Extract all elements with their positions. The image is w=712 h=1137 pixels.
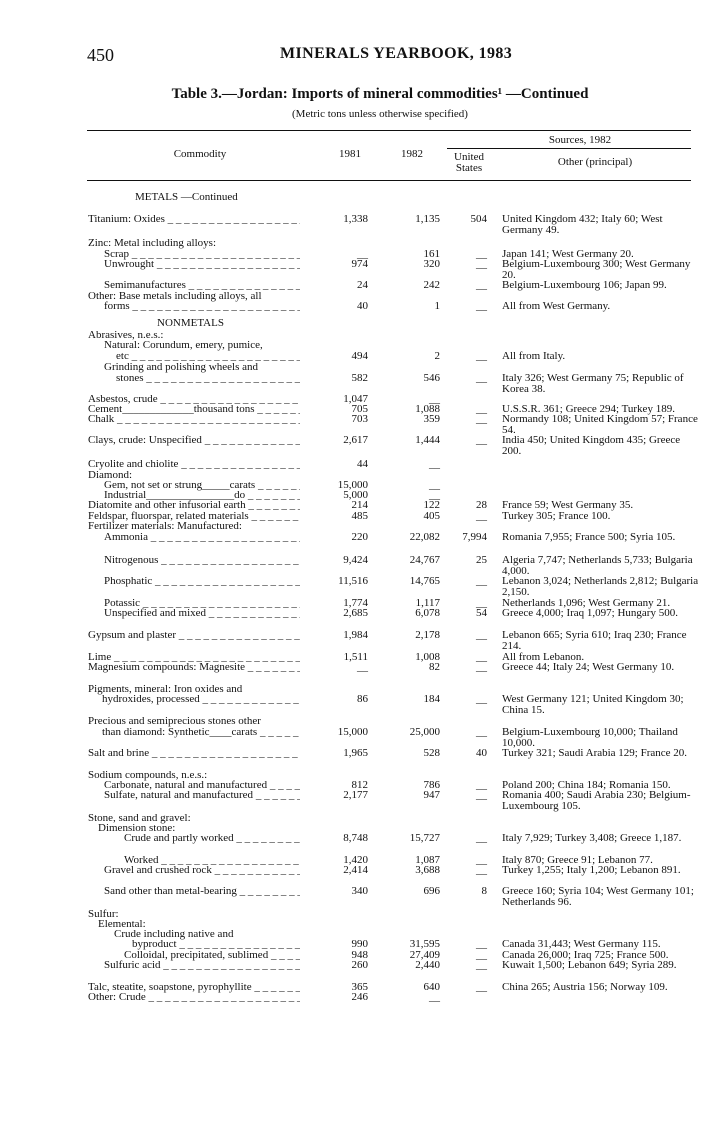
value-1982: 320: [423, 258, 440, 270]
commodity-label: Natural: Corundum, emery, pumice,: [104, 340, 263, 351]
commodity-label: Worked _ _ _: [124, 855, 300, 866]
value-1981: 24: [357, 279, 368, 291]
value-other-principal: Algeria 7,747; Netherlands 5,733; Bulgaria 4,000.: [502, 554, 693, 577]
value-1982: 22,082: [409, 531, 440, 543]
value-1981: 582: [351, 372, 368, 384]
value-other-principal: Normandy 108; United Kingdom 57; France 54.: [502, 413, 698, 436]
value-1982: 24,767: [409, 554, 440, 566]
section-metals: METALS —Continued: [135, 191, 238, 203]
sources-rule: [447, 148, 691, 149]
table-subtitle: (Metric tons unless otherwise specified): [292, 108, 468, 120]
value-other-principal: Lebanon 3,024; Netherlands 2,812; Bulgaria 2,150.: [502, 575, 699, 598]
commodity-label: Cement_____________thousand tons _ _ _: [88, 404, 300, 415]
commodity-label: forms _ _ _: [104, 301, 300, 312]
value-1982: 184: [423, 693, 440, 705]
value-united-states: __: [476, 629, 487, 641]
value-1982: 27,409: [409, 949, 440, 961]
page-number: 450: [87, 45, 114, 65]
value-1981: 86: [357, 693, 368, 705]
value-1982: 1,444: [415, 434, 440, 446]
commodity-label: Precious and semiprecious stones other: [88, 716, 261, 727]
value-united-states: __: [476, 300, 487, 312]
value-united-states: 28: [476, 499, 487, 511]
commodity-label: than diamond: Synthetic____carats _ _ _: [102, 727, 300, 738]
value-other-principal: Netherlands 1,096; West Germany 21.: [502, 597, 671, 609]
value-united-states: __: [476, 279, 487, 291]
value-united-states: __: [476, 575, 487, 587]
value-1981: 990: [351, 938, 368, 950]
commodity-label: Nitrogenous _ _ _: [104, 555, 300, 566]
col-header-other: Other (principal): [557, 156, 633, 168]
value-1982: 405: [423, 510, 440, 522]
value-1981: 974: [351, 258, 368, 270]
value-1982: 122: [423, 499, 440, 511]
value-1982: 2,440: [415, 959, 440, 971]
value-1981: 44: [357, 458, 368, 470]
value-1982: 161: [423, 248, 440, 260]
commodity-label: Dimension stone:: [98, 823, 176, 834]
value-other-principal: Romania 400; Saudi Arabia 230; Belgium-Luxembourg 105.: [502, 789, 691, 812]
commodity-label: Sulfate, natural and manufactured _ _ _: [104, 790, 300, 801]
value-other-principal: Belgium-Luxembourg 10,000; Thailand 10,000.: [502, 726, 678, 749]
commodity-label: Stone, sand and gravel:: [88, 813, 191, 824]
value-1982: 82: [429, 661, 440, 673]
value-1981: 5,000: [343, 489, 368, 501]
value-other-principal: France 59; West Germany 35.: [502, 499, 634, 511]
commodity-label: Asbestos, crude _ _ _: [88, 394, 300, 405]
value-1981: 2,177: [343, 789, 368, 801]
value-1981: 2,414: [343, 864, 368, 876]
commodity-label: byproduct _ _ _: [132, 939, 300, 950]
value-united-states: 7,994: [462, 531, 487, 543]
value-united-states: 504: [470, 213, 487, 225]
value-other-principal: Turkey 305; France 100.: [502, 510, 611, 522]
value-1981: 365: [351, 981, 368, 993]
commodity-label: Grinding and polishing wheels and: [104, 362, 258, 373]
value-1981: 1,047: [343, 393, 368, 405]
value-united-states: __: [476, 510, 487, 522]
table-title: Table 3.—Jordan: Imports of mineral commodities¹ —Continued: [171, 86, 589, 102]
value-1981: 1,420: [343, 854, 368, 866]
value-other-principal: China 265; Austria 156; Norway 109.: [502, 981, 668, 993]
value-1981: 2,685: [343, 607, 368, 619]
value-1982: __: [429, 479, 440, 491]
col-header-sources: Sources, 1982: [548, 134, 612, 146]
commodity-label: Potassic _ _ _: [104, 598, 300, 609]
value-other-principal: Turkey 1,255; Italy 1,200; Lebanon 891.: [502, 864, 681, 876]
page-header: [0, 45, 712, 67]
value-other-principal: All from West Germany.: [502, 300, 611, 312]
value-united-states: __: [476, 726, 487, 738]
commodity-label: Pigments, mineral: Iron oxides and: [88, 684, 243, 695]
value-1981: 485: [351, 510, 368, 522]
value-other-principal: Lebanon 665; Syria 610; Iraq 230; France 214.: [502, 629, 687, 652]
value-1981: 494: [351, 350, 368, 362]
commodity-label: Gypsum and plaster _ _ _: [88, 630, 300, 641]
value-1981: 2,617: [343, 434, 368, 446]
value-united-states: __: [476, 864, 487, 876]
value-1982: 546: [423, 372, 440, 384]
value-1981: 15,000: [337, 479, 368, 491]
commodity-label: Unspecified and mixed _ _ _: [104, 608, 300, 619]
commodity-label: Fertilizer materials: Manufactured:: [88, 521, 242, 532]
value-united-states: __: [476, 258, 487, 270]
value-other-principal: All from Lebanon.: [502, 651, 585, 663]
col-header-united-states: United States: [454, 151, 484, 174]
value-other-principal: Belgium-Luxembourg 106; Japan 99.: [502, 279, 667, 291]
commodity-label: Chalk _ _ _: [88, 414, 300, 425]
value-united-states: __: [476, 661, 487, 673]
value-united-states: __: [476, 693, 487, 705]
value-united-states: __: [476, 403, 487, 415]
running-head: MINERALS YEARBOOK, 1983: [280, 45, 513, 62]
value-1981: 1,984: [343, 629, 368, 641]
value-other-principal: United Kingdom 432; Italy 60; West Germany 49.: [502, 213, 663, 236]
commodity-label: Colloidal, precipitated, sublimed _ _ _: [124, 950, 300, 961]
value-1982: 25,000: [409, 726, 440, 738]
value-1981: __: [357, 661, 368, 673]
col-header-1982: 1982: [401, 148, 423, 160]
value-united-states: __: [476, 854, 487, 866]
commodity-label: Titanium: Oxides _ _ _: [88, 214, 300, 225]
commodity-label: Industrial________________do _ _ _: [104, 490, 300, 501]
value-united-states: __: [476, 350, 487, 362]
commodity-label: Unwrought _ _ _: [104, 259, 300, 270]
value-1981: 9,424: [343, 554, 368, 566]
value-united-states: __: [476, 949, 487, 961]
value-1981: __: [357, 248, 368, 260]
commodity-label: stones _ _ _: [116, 373, 300, 384]
value-united-states: __: [476, 248, 487, 260]
value-1982: 1,088: [415, 403, 440, 415]
value-united-states: __: [476, 789, 487, 801]
value-other-principal: West Germany 121; United Kingdom 30; China 15.: [502, 693, 684, 716]
value-1982: __: [429, 393, 440, 405]
commodity-label: Abrasives, n.e.s.:: [88, 330, 164, 341]
value-1981: 1,338: [343, 213, 368, 225]
commodity-label: Ammonia _ _ _: [104, 532, 300, 543]
value-1981: 812: [351, 779, 368, 791]
value-1982: 31,595: [409, 938, 440, 950]
value-1982: 15,727: [409, 832, 440, 844]
value-1982: 1,117: [415, 597, 440, 609]
commodity-label: Diamond:: [88, 470, 132, 481]
commodity-label: Clays, crude: Unspecified _ _ _: [88, 435, 300, 446]
value-other-principal: Italy 7,929; Turkey 3,408; Greece 1,187.: [502, 832, 682, 844]
commodity-label: Carbonate, natural and manufactured _ _ _: [104, 780, 300, 791]
value-other-principal: Italy 326; West Germany 75; Republic of Korea 38.: [502, 372, 684, 395]
value-united-states: 8: [481, 885, 487, 897]
value-1982: 2: [434, 350, 440, 362]
commodity-label: Other: Crude _ _ _: [88, 992, 300, 1003]
value-1981: 8,748: [343, 832, 368, 844]
value-1982: 528: [423, 747, 440, 759]
header-top-rule: [87, 130, 691, 131]
commodity-label: Feldspar, fluorspar, related materials _ _ _: [88, 511, 300, 522]
value-united-states: 54: [476, 607, 487, 619]
commodity-label: Zinc: Metal including alloys:: [88, 238, 217, 249]
value-1982: 14,765: [409, 575, 440, 587]
value-1982: 696: [423, 885, 440, 897]
value-1981: 703: [351, 413, 368, 425]
value-1982: 3,688: [415, 864, 440, 876]
value-united-states: 40: [476, 747, 487, 759]
value-other-principal: Poland 200; China 184; Romania 150.: [502, 779, 671, 791]
section-nonmetals: NONMETALS: [157, 317, 224, 329]
value-1981: 948: [351, 949, 368, 961]
commodity-label: Scrap _ _ _: [104, 249, 300, 260]
value-1981: 1,774: [343, 597, 368, 609]
value-other-principal: Greece 4,000; Iraq 1,097; Hungary 500.: [502, 607, 678, 619]
commodity-label: Sodium compounds, n.e.s.:: [88, 770, 208, 781]
commodity-label: Crude and partly worked _ _ _: [124, 833, 300, 844]
value-other-principal: India 450; United Kingdom 435; Greece 200.: [502, 434, 681, 457]
value-united-states: __: [476, 981, 487, 993]
value-other-principal: Greece 160; Syria 104; West Germany 101; Netherlands 96.: [502, 885, 694, 908]
value-1982: 640: [423, 981, 440, 993]
value-united-states: 25: [476, 554, 487, 566]
value-1982: 1,008: [415, 651, 440, 663]
commodity-label: Sand other than metal-bearing _ _ _: [104, 886, 300, 897]
value-1982: 242: [423, 279, 440, 291]
commodity-label: Diatomite and other infusorial earth _ _ _: [88, 500, 300, 511]
commodity-label: Gravel and crushed rock _ _ _: [104, 865, 300, 876]
value-other-principal: Greece 44; Italy 24; West Germany 10.: [502, 661, 675, 673]
value-united-states: __: [476, 832, 487, 844]
value-other-principal: U.S.S.R. 361; Greece 294; Turkey 189.: [502, 403, 675, 415]
commodity-label: Crude including native and: [114, 929, 234, 940]
value-1982: __: [429, 489, 440, 501]
value-1982: 1: [434, 300, 440, 312]
value-other-principal: Belgium-Luxembourg 300; West Germany 20.: [502, 258, 691, 281]
header-bottom-rule: [87, 180, 691, 181]
value-other-principal: Kuwait 1,500; Lebanon 649; Syria 289.: [502, 959, 677, 971]
value-1982: 6,078: [415, 607, 440, 619]
commodity-label: Magnesium compounds: Magnesite _ _ _: [88, 662, 300, 673]
commodity-label: Sulfuric acid _ _ _: [104, 960, 300, 971]
value-1981: 220: [351, 531, 368, 543]
commodity-label: etc _ _ _: [116, 351, 300, 362]
commodity-label: Salt and brine _ _ _: [88, 748, 300, 759]
commodity-label: Semimanufactures _ _ _: [104, 280, 300, 291]
col-header-commodity: Commodity: [173, 148, 227, 160]
value-united-states: __: [476, 651, 487, 663]
value-other-principal: Canada 31,443; West Germany 115.: [502, 938, 661, 950]
commodity-label: Elemental:: [98, 919, 146, 930]
commodity-label: Other: Base metals including alloys, all: [88, 291, 262, 302]
value-other-principal: Canada 26,000; Iraq 725; France 500.: [502, 949, 669, 961]
col-header-1981: 1981: [339, 148, 361, 160]
value-other-principal: All from Italy.: [502, 350, 566, 362]
value-united-states: __: [476, 938, 487, 950]
value-1982: __: [429, 991, 440, 1003]
value-united-states: __: [476, 597, 487, 609]
value-1982: __: [429, 458, 440, 470]
value-other-principal: Japan 141; West Germany 20.: [502, 248, 634, 260]
value-1982: 786: [423, 779, 440, 791]
value-1981: 40: [357, 300, 368, 312]
value-1981: 705: [351, 403, 368, 415]
value-1982: 1,087: [415, 854, 440, 866]
value-united-states: __: [476, 779, 487, 791]
value-1982: 947: [423, 789, 440, 801]
value-united-states: __: [476, 372, 487, 384]
value-united-states: __: [476, 434, 487, 446]
value-1981: 246: [351, 991, 368, 1003]
commodity-label: Gem, not set or strung_____carats _ _ _: [104, 480, 300, 491]
value-1981: 1,965: [343, 747, 368, 759]
commodity-label: hydroxides, processed _ _ _: [102, 694, 300, 705]
value-1981: 260: [351, 959, 368, 971]
value-other-principal: Italy 870; Greece 91; Lebanon 77.: [502, 854, 653, 866]
value-1981: 15,000: [337, 726, 368, 738]
value-1981: 1,511: [343, 651, 368, 663]
value-united-states: __: [476, 959, 487, 971]
value-1981: 340: [351, 885, 368, 897]
value-1982: 1,135: [415, 213, 440, 225]
commodity-label: Phosphatic _ _ _: [104, 576, 300, 587]
value-other-principal: Turkey 321; Saudi Arabia 129; France 20.: [502, 747, 688, 759]
value-1982: 2,178: [415, 629, 440, 641]
value-other-principal: Romania 7,955; France 500; Syria 105.: [502, 531, 676, 543]
value-1982: 359: [423, 413, 440, 425]
value-united-states: __: [476, 413, 487, 425]
commodity-label: Talc, steatite, soapstone, pyrophyllite _ _ _: [88, 982, 300, 993]
value-1981: 11,516: [338, 575, 368, 587]
value-1981: 214: [351, 499, 368, 511]
commodity-label: Cryolite and chiolite _ _ _: [88, 459, 300, 470]
commodity-label: Lime _ _ _: [88, 652, 300, 663]
commodity-label: Sulfur:: [88, 909, 119, 920]
